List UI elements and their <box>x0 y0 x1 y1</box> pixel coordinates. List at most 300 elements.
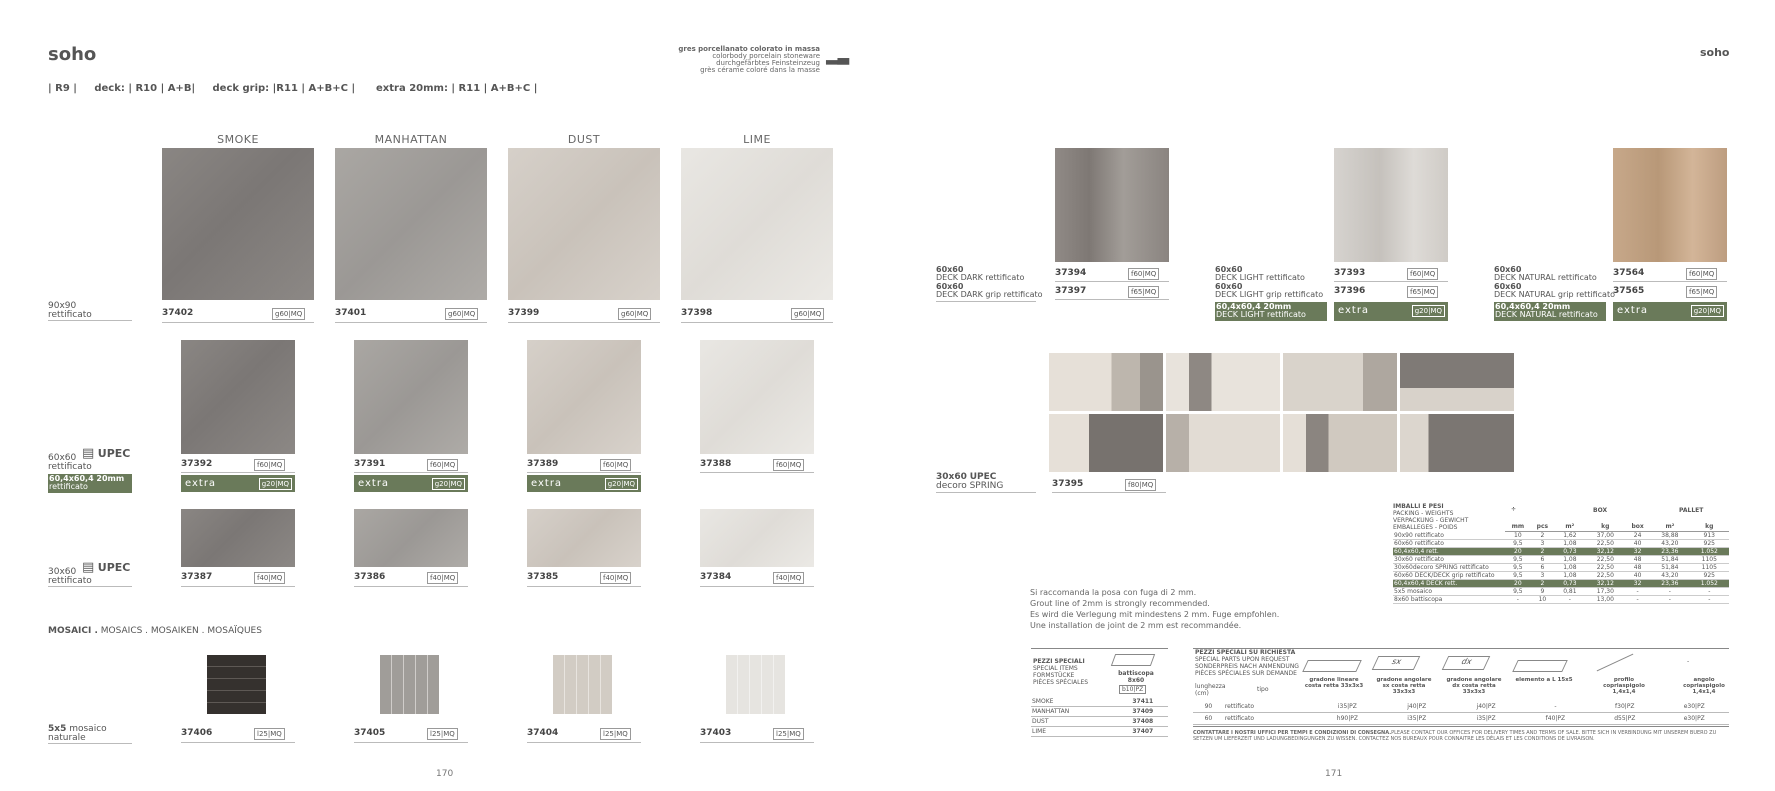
table-row <box>1393 556 1729 564</box>
color-header-lime: LIME <box>743 133 771 146</box>
table-row <box>1393 588 1729 596</box>
material-description <box>640 46 820 74</box>
spec-line: | R9 | deck: | R10 | A+B| deck grip: |R11 | A+B+C | extra 20mm: | R11 | A+B+C | <box>48 83 538 94</box>
price-box: f40|MQ <box>254 572 285 584</box>
code-37401: 37401 <box>335 308 367 318</box>
mosaic-lime[interactable] <box>726 655 785 714</box>
special-item-label: angolo copriaspigolo 1,4x1,4 <box>1683 677 1725 695</box>
divider <box>936 492 1036 493</box>
code-37399: 37399 <box>508 308 540 318</box>
price-box: f40|MQ <box>773 572 804 584</box>
finish-value: rettificato <box>48 576 92 586</box>
table-cell: 60x60 rettificato <box>1393 540 1505 548</box>
material-line: gres porcellanato colorato in massa <box>678 45 820 53</box>
table-cell: 32 <box>1625 580 1650 588</box>
table-row <box>1193 701 1729 713</box>
table-cell: DUST <box>1031 717 1118 727</box>
table-cell: j40|PZ <box>1451 701 1520 713</box>
thickness-icon: ÷ <box>1511 506 1517 513</box>
deck-light-extra-label <box>1215 302 1327 321</box>
extra-bar-dust <box>527 475 641 492</box>
code-37387: 37387 <box>181 572 213 582</box>
battiscopa-label <box>1111 670 1161 684</box>
col-type: tipo <box>1257 686 1269 693</box>
table-cell: 32,12 <box>1586 580 1625 588</box>
divider <box>354 586 468 587</box>
tile-dust-60[interactable] <box>527 340 641 454</box>
special-prices <box>1193 701 1729 725</box>
table-cell: 6 <box>1531 556 1554 564</box>
code-37402: 37402 <box>162 308 194 318</box>
header-cell: pcs <box>1531 522 1554 532</box>
code-37403: 37403 <box>700 728 732 738</box>
header-cell: m² <box>1554 522 1586 532</box>
extra-price: g20|MQ <box>605 478 638 490</box>
table-cell: - <box>1505 596 1531 604</box>
table-cell: 1.052 <box>1690 580 1729 588</box>
divider <box>48 320 132 321</box>
code-37395: 37395 <box>1052 479 1084 489</box>
table-row <box>1393 596 1729 604</box>
table-cell: 8x60 battiscopa <box>1393 596 1505 604</box>
size-value: 60x60 <box>48 453 77 463</box>
elemento-l-icon <box>1512 660 1568 672</box>
table-cell: 1,08 <box>1554 564 1586 572</box>
deck-dark-label <box>936 266 1024 282</box>
table-cell: 2 <box>1531 548 1554 556</box>
tile-manhattan-30[interactable] <box>354 509 468 567</box>
code-37393: 37393 <box>1334 268 1366 278</box>
deck-size: 60x60 <box>1494 265 1522 274</box>
table-cell: - <box>1690 596 1729 604</box>
deck-size: 60x60 <box>936 265 964 274</box>
table-row <box>1193 713 1729 725</box>
extra-price: g20|MQ <box>1412 305 1445 317</box>
price-box: f60|MQ <box>600 459 631 471</box>
price-box: l25|MQ <box>427 728 458 740</box>
table-cell: - <box>1554 596 1586 604</box>
table-cell: - <box>1650 588 1689 596</box>
divider <box>354 742 468 743</box>
special-title <box>1033 658 1088 686</box>
divider <box>527 742 641 743</box>
tile-smoke-90[interactable] <box>162 148 314 300</box>
table-row <box>1393 532 1729 540</box>
divider <box>700 472 814 473</box>
table-cell: 37409 <box>1118 707 1168 717</box>
extra-finish: rettificato <box>49 482 88 491</box>
gradone-lineare-icon <box>1302 660 1362 672</box>
size-value: 90x90 <box>48 301 77 311</box>
upec-label: UPEC <box>97 447 131 460</box>
table-cell: 20 <box>1505 548 1531 556</box>
code-37385: 37385 <box>527 572 559 582</box>
divider <box>1613 281 1727 282</box>
profilo-icon <box>1597 654 1634 672</box>
table-row <box>1031 697 1168 707</box>
extra-logo: extra <box>358 478 390 489</box>
price-box: f60|MQ <box>254 459 285 471</box>
table-cell: 13,00 <box>1586 596 1625 604</box>
table-cell: 60x60 DECK/DECK grip rettificato <box>1393 572 1505 580</box>
tile-lime-90[interactable] <box>681 148 833 300</box>
table-cell: rettificato <box>1224 701 1313 713</box>
divider <box>1052 492 1166 493</box>
deck-name: DECK DARK grip rettificato <box>936 290 1043 299</box>
page-title-right: soho <box>1700 46 1730 59</box>
divider <box>527 472 641 473</box>
color-header-manhattan: MANHATTAN <box>374 133 448 146</box>
table-cell: SMOKE <box>1031 697 1118 707</box>
item-name: battiscopa <box>1118 670 1154 677</box>
special-item-label: elemento a L 15x5 <box>1515 677 1573 683</box>
table-cell: 37408 <box>1118 717 1168 727</box>
extra-logo: extra <box>185 478 217 489</box>
table-row <box>1393 564 1729 572</box>
divider <box>335 322 487 323</box>
extra-finish: DECK LIGHT rettificato <box>1216 310 1306 319</box>
table-row <box>1393 540 1729 548</box>
divider <box>181 586 295 587</box>
code-37386: 37386 <box>354 572 386 582</box>
special-title-line: PEZZI SPECIALI <box>1033 658 1085 665</box>
table-cell: 24 <box>1625 532 1650 540</box>
extra-bar-smoke <box>181 475 295 492</box>
color-header-dust: DUST <box>567 133 601 146</box>
code-37391: 37391 <box>354 459 386 469</box>
table-cell: MANHATTAN <box>1031 707 1118 717</box>
decoro-tile <box>1283 414 1397 472</box>
upec-icon: ▤ <box>82 560 95 575</box>
note-line: Si raccomanda la posa con fuga di 2 mm. <box>1030 588 1197 597</box>
divider <box>1334 281 1448 282</box>
material-line: grès cérame coloré dans la masse <box>700 66 820 74</box>
table-cell: 23,36 <box>1650 548 1689 556</box>
code-37398: 37398 <box>681 308 713 318</box>
size-value: 5x5 <box>48 724 67 734</box>
table-cell: 48 <box>1625 564 1650 572</box>
table-cell: 9 <box>1531 588 1554 596</box>
deck-name: DECK LIGHT rettificato <box>1215 273 1305 282</box>
table-cell: 43,20 <box>1650 540 1689 548</box>
table-cell: 1.052 <box>1690 548 1729 556</box>
tile-deck-natural[interactable] <box>1613 148 1727 262</box>
footer-bold: CONTATTARE I NOSTRI UFFICI PER TEMPI E CONDIZIONI DI CONSEGNA. <box>1193 730 1392 736</box>
finish-value: rettificato <box>48 310 92 320</box>
code-37405: 37405 <box>354 728 386 738</box>
table-cell: 30x60decoro SPRING rettificato <box>1393 564 1505 572</box>
gradone-sx-icon <box>1372 656 1421 670</box>
table-cell: i35|PZ <box>1451 713 1520 725</box>
decoro-name: decoro SPRING <box>936 481 1004 491</box>
item-size: 8x60 <box>1127 677 1145 684</box>
extra-logo: extra <box>1338 305 1370 316</box>
price-box: g60|MQ <box>445 308 478 320</box>
packing-title-line: VERPACKUNG - GEWICHT <box>1393 517 1469 524</box>
group-pallet: PALLET <box>1679 507 1704 514</box>
deck-natural-extra-label <box>1494 302 1606 321</box>
table-cell: 43,20 <box>1650 572 1689 580</box>
extra-logo: extra <box>531 478 563 489</box>
table-cell: 1105 <box>1690 556 1729 564</box>
table-cell: 48 <box>1625 556 1650 564</box>
icon-text: dx <box>1459 657 1474 666</box>
header-cell: m² <box>1650 522 1689 532</box>
special-item-label: profilo copriaspigolo 1,4x1,4 <box>1603 677 1645 695</box>
extra-price: g20|MQ <box>1691 305 1724 317</box>
table-cell: 37,00 <box>1586 532 1625 540</box>
table-cell: 9,5 <box>1505 588 1531 596</box>
table-cell: 22,50 <box>1586 556 1625 564</box>
footer-rest: PLEASE CONTACT OUR OFFICES FOR DELIVERY TIMES AND TERMS OF SALE. BITTE SICH IN VERBINDUNG MIT UNSEREM BUERO ZU SETZEN UM LIEFERZEIT UND LADUNGBEDINGUNGEN ZU WISSEN. CONTACTEZ NOS BUREAUX POUR CONNAITRE LES DÉLAIS ET LES CONDITIONS DE LIVRAISON. <box>1193 730 1717 742</box>
special-title-line: PIÈCES SPÉCIALES <box>1033 679 1089 686</box>
price-box: f65|MQ <box>1407 286 1438 298</box>
note-line: Es wird die Verlegung mit mindestens 2 mm. Fuge empfohlen. <box>1030 610 1280 619</box>
code-37396: 37396 <box>1334 286 1366 296</box>
table-cell: 9,5 <box>1505 556 1531 564</box>
divider <box>700 742 814 743</box>
table-cell: 9,5 <box>1505 572 1531 580</box>
table-cell: i35|PZ <box>1382 713 1451 725</box>
special-title-line: PEZZI SPECIALI SU RICHIESTA <box>1195 649 1296 656</box>
mosaic-smoke[interactable] <box>207 655 266 714</box>
code-37565: 37565 <box>1613 286 1645 296</box>
code-37392: 37392 <box>181 459 213 469</box>
extra-bar-deck-natural <box>1613 302 1727 321</box>
table-cell: 40 <box>1625 572 1650 580</box>
code-37394: 37394 <box>1055 268 1087 278</box>
table-cell: 9,5 <box>1505 540 1531 548</box>
decoro-label <box>936 473 1003 491</box>
extra-size: 60,4x60,4 20mm <box>1216 302 1292 311</box>
code-37404: 37404 <box>527 728 559 738</box>
code-37384: 37384 <box>700 572 732 582</box>
table-cell: 51,84 <box>1650 556 1689 564</box>
table-cell: e30|PZ <box>1660 701 1729 713</box>
tile-deck-dark[interactable] <box>1055 148 1169 262</box>
material-line: durchgefärbtes Feinsteinzeug <box>716 59 820 67</box>
table-cell: 6 <box>1531 564 1554 572</box>
tile-lime-60[interactable] <box>700 340 814 454</box>
decoro-tile <box>1283 353 1397 411</box>
battiscopa-codes <box>1031 697 1168 737</box>
table-cell: 22,50 <box>1586 564 1625 572</box>
divider <box>48 586 132 587</box>
table-cell: i35|PZ <box>1313 701 1382 713</box>
extra-bar-manhattan <box>354 475 468 492</box>
extra-size-label <box>48 474 132 493</box>
table-cell: - <box>1625 588 1650 596</box>
table-cell: - <box>1625 596 1650 604</box>
table-cell: 17,30 <box>1586 588 1625 596</box>
table-cell: 0,81 <box>1554 588 1586 596</box>
table-cell: 37411 <box>1118 697 1168 707</box>
battiscopa-price: b10|PZ <box>1119 685 1146 694</box>
tile-manhattan-90[interactable] <box>335 148 487 300</box>
table-cell: 1,08 <box>1554 556 1586 564</box>
divider <box>508 322 660 323</box>
table-cell: 22,50 <box>1586 540 1625 548</box>
upec-label: UPEC <box>969 472 997 482</box>
table-row <box>1031 717 1168 727</box>
tile-smoke-60[interactable] <box>181 340 295 454</box>
packing-header-row <box>1393 522 1729 532</box>
table-cell: 925 <box>1690 540 1729 548</box>
decoro-tile <box>1049 414 1163 472</box>
table-cell: 3 <box>1531 540 1554 548</box>
mosaics-heading <box>48 626 262 636</box>
mosaic-dust[interactable] <box>553 655 612 714</box>
extra-finish: DECK NATURAL rettificato <box>1495 310 1598 319</box>
col-length: lunghezza (cm) <box>1195 683 1226 697</box>
decoro-tile <box>1166 414 1280 472</box>
code-37388: 37388 <box>700 459 732 469</box>
header-cell <box>1393 522 1505 532</box>
deck-natural-grip-label <box>1494 283 1615 299</box>
tile-smoke-30[interactable] <box>181 509 295 567</box>
deck-dark-grip-label <box>936 283 1043 299</box>
packing-title-line: EMBALLEGES - POIDS <box>1393 524 1458 531</box>
divider <box>681 322 833 323</box>
size-word: mosaico <box>69 724 107 734</box>
table-cell: 913 <box>1690 532 1729 540</box>
table-cell: 1,08 <box>1554 540 1586 548</box>
deck-size: 60x60 <box>1215 265 1243 274</box>
extra-logo: extra <box>1617 305 1649 316</box>
table-cell: 10 <box>1531 596 1554 604</box>
divider <box>181 472 295 473</box>
decoro-size: 30x60 <box>936 472 967 482</box>
special-title-line: SPECIAL PARTS UPON REQUEST <box>1195 656 1290 663</box>
extra-price: g20|MQ <box>432 478 465 490</box>
special-item-label: gradone lineare costa retta 33x3x3 <box>1304 677 1364 689</box>
table-row <box>1393 580 1729 588</box>
decoro-tile <box>1049 353 1163 411</box>
deck-name: DECK NATURAL grip rettificato <box>1494 290 1615 299</box>
table-cell: h90|PZ <box>1313 713 1382 725</box>
extra-price: g20|MQ <box>259 478 292 490</box>
upec-label: UPEC <box>97 561 131 574</box>
table-cell: 9,5 <box>1505 564 1531 572</box>
table-cell: 90x90 rettificato <box>1393 532 1505 540</box>
price-box: l25|MQ <box>254 728 285 740</box>
material-line: colorbody porcelain stoneware <box>712 52 820 60</box>
angolo-icon: - <box>1687 658 1690 665</box>
price-box: f80|MQ <box>1125 479 1156 491</box>
table-cell: rettificato <box>1224 713 1313 725</box>
table-row <box>1031 707 1168 717</box>
price-box: f60|MQ <box>773 459 804 471</box>
price-box: f60|MQ <box>1128 268 1159 280</box>
special-request-title <box>1195 649 1299 677</box>
gradone-dx-icon <box>1442 656 1491 670</box>
tile-dust-30[interactable] <box>527 509 641 567</box>
divider <box>700 586 814 587</box>
table-cell: 51,84 <box>1650 564 1689 572</box>
page-title-left: soho <box>48 44 97 65</box>
table-cell: 60,4x60,4 rett. <box>1393 548 1505 556</box>
deck-size: 60x60 <box>936 282 964 291</box>
table-cell: - <box>1690 588 1729 596</box>
table-cell: LIME <box>1031 727 1118 737</box>
price-box: g60|MQ <box>272 308 305 320</box>
price-box: g60|MQ <box>618 308 651 320</box>
divider <box>527 586 641 587</box>
decoro-tile <box>1400 353 1514 411</box>
table-cell: 22,50 <box>1586 572 1625 580</box>
table-cell: 2 <box>1531 580 1554 588</box>
divider <box>48 743 132 744</box>
table-cell: 1105 <box>1690 564 1729 572</box>
table-cell: 32 <box>1625 548 1650 556</box>
table-cell: 32,12 <box>1586 548 1625 556</box>
table-cell: 1,62 <box>1554 532 1586 540</box>
deck-name: DECK DARK rettificato <box>936 273 1025 282</box>
divider <box>1031 648 1168 649</box>
deck-name: DECK LIGHT grip rettificato <box>1215 290 1324 299</box>
divider <box>354 472 468 473</box>
extra-size: 60,4x60,4 20mm <box>1495 302 1571 311</box>
table-cell: f30|PZ <box>1590 701 1659 713</box>
size-value: 30x60 <box>48 567 77 577</box>
deck-light-label <box>1215 266 1305 282</box>
price-box: f60|MQ <box>1407 268 1438 280</box>
table-cell: e30|PZ <box>1660 713 1729 725</box>
code-37389: 37389 <box>527 459 559 469</box>
extra-bar-deck-light <box>1334 302 1448 321</box>
table-cell: 90 <box>1193 701 1224 713</box>
upec-icon: ▤ <box>82 446 95 461</box>
table-cell: 10 <box>1505 532 1531 540</box>
special-item-label: gradone angolare dx costa retta 33x3x3 <box>1446 677 1502 695</box>
decoro-tile <box>1400 414 1514 472</box>
special-title-line: SONDERPREIS NACH ANMENDUNG <box>1195 663 1299 670</box>
table-cell: 5x5 mosaico <box>1393 588 1505 596</box>
upec-badge <box>82 446 130 461</box>
deck-name: DECK NATURAL rettificato <box>1494 273 1597 282</box>
header-cell: kg <box>1690 522 1729 532</box>
special-title-line: SPECIAL ITEMS <box>1033 665 1078 672</box>
tile-lime-30[interactable] <box>700 509 814 567</box>
tile-manhattan-60[interactable] <box>354 340 468 454</box>
decoro-spring-grid[interactable] <box>1049 353 1514 472</box>
page-number-right: 171 <box>1325 769 1343 779</box>
divider <box>1193 726 1729 727</box>
table-cell: 20 <box>1505 580 1531 588</box>
table-cell: 30x60 rettificato <box>1393 556 1505 564</box>
table-cell: 925 <box>1690 572 1729 580</box>
special-title-line: FORMSTÜCKE <box>1033 672 1075 679</box>
footprint-icon: ▂▃ <box>826 47 850 65</box>
table-cell: 60,4x60,4 DECK rett. <box>1393 580 1505 588</box>
color-header-smoke: SMOKE <box>217 133 259 146</box>
table-row <box>1393 548 1729 556</box>
size-label-90 <box>48 302 92 320</box>
table-cell: d55|PZ <box>1590 713 1659 725</box>
table-cell: 2 <box>1531 532 1554 540</box>
tile-deck-light[interactable] <box>1334 148 1448 262</box>
tile-dust-90[interactable] <box>508 148 660 300</box>
header-cell: kg <box>1586 522 1625 532</box>
deck-light-grip-label <box>1215 283 1323 299</box>
mosaic-manhattan[interactable] <box>380 655 439 714</box>
divider <box>936 301 1036 302</box>
divider <box>1055 299 1169 300</box>
deck-size: 60x60 <box>1494 282 1522 291</box>
price-box: f60|MQ <box>1686 268 1717 280</box>
upec-badge <box>82 560 130 575</box>
packing-title-line: PACKING - WEIGHTS <box>1393 510 1454 517</box>
